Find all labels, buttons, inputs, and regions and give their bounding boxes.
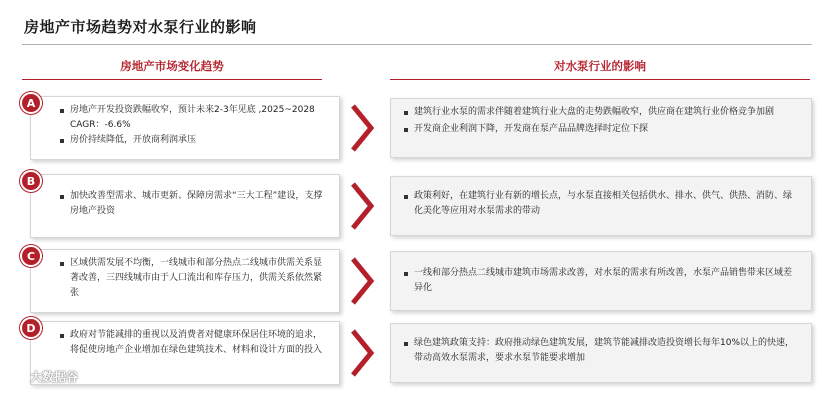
trend-row-d: [22, 321, 812, 389]
left-column-header: [22, 54, 322, 84]
trend-box-c: [30, 249, 340, 313]
impact-box-b: [390, 176, 812, 236]
chevron-right-icon: [347, 180, 377, 232]
chevron-right-icon: [347, 327, 377, 379]
trend-point: 区域供需发展不均衡，一线城市和部分热点二线城市供需关系显著改善，三四线城市由于人口流出和库存压力，供需关系依然紧张: [59, 256, 329, 301]
impact-point: 建筑行业水泵的需求伴随着建筑行业大盘的走势跌幅收窄，供应商在建筑行业价格竞争加剧: [403, 105, 799, 120]
impact-box-c: [390, 251, 812, 311]
trend-row-c: [22, 249, 812, 317]
cloud-logo-icon: [4, 369, 26, 385]
trend-point: 房价持续降低，开放商利润承压: [59, 133, 329, 148]
trend-box-b: [30, 174, 340, 238]
impact-point: 一线和部分热点二线城市建筑市场需求改善，对水泵的需求有所改善，水泵产品销售带来区域差异化: [403, 266, 799, 296]
watermark: [4, 368, 78, 385]
badge-c: C: [20, 245, 42, 267]
watermark-text: 大数据谷: [30, 370, 79, 384]
right-column-header-text: 对水泵行业的影响: [554, 59, 646, 73]
right-column-header: [390, 54, 810, 84]
trend-row-a: [22, 96, 812, 164]
title-divider: [22, 44, 812, 45]
badge-a: A: [20, 92, 42, 114]
impact-box-d: [390, 323, 812, 383]
trend-row-b: [22, 174, 812, 242]
chevron-right-icon: [347, 102, 377, 154]
left-header-underline: [22, 79, 322, 81]
page-title: 房地产市场趋势对水泵行业的影响: [24, 18, 257, 36]
impact-point: 政策利好，在建筑行业有新的增长点，与水泵直接相关包括供水、排水、供气、供热、消防、绿化美化等应用对水泵需求的带动: [403, 189, 799, 219]
trend-point: 加快改善型需求、城市更新、保障房需求“三大工程”建设，支撑房地产投资: [59, 189, 329, 219]
badge-b: B: [20, 170, 42, 192]
impact-point: 开发商企业利润下降，开发商在泵产品品牌选择时定位下探: [403, 122, 799, 137]
left-column-header-text: 房地产市场变化趋势: [120, 59, 224, 73]
badge-d: D: [20, 317, 42, 339]
right-header-underline: [390, 79, 810, 81]
trend-point: 房地产开发投资跌幅收窄，预计未来2-3年见底 ,2025~2028 CAGR：-6.6%: [59, 103, 329, 133]
trend-point: 政府对节能减排的重视以及消费者对健康环保居住环境的追求，将促使房地产企业增加在绿色建筑技术、材料和设计方面的投入: [59, 328, 329, 358]
trend-box-a: [30, 96, 340, 160]
chevron-right-icon: [347, 255, 377, 307]
impact-point: 绿色建筑政策支持：政府推动绿色建筑发展，建筑节能减排改造投资增长每年10%以上的快速，带动高效水泵需求，要求水泵节能要求增加: [403, 336, 799, 366]
impact-box-a: [390, 98, 812, 158]
